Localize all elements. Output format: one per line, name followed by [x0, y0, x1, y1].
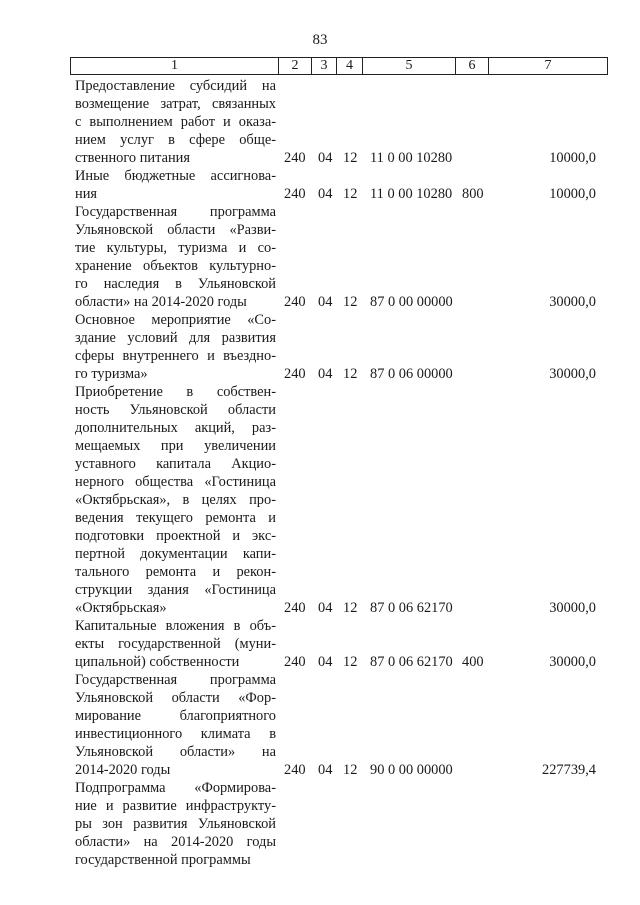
description-line: здание условий для развития	[75, 330, 276, 346]
amount: 30000,0	[549, 366, 596, 382]
section-code: 04	[318, 186, 333, 202]
rzpr-code: 240	[284, 150, 306, 166]
description-line: ведения текущего ремонта и	[75, 510, 276, 526]
description-line: Основное мероприятие «Со-	[75, 312, 276, 328]
description-line: го туризма»	[75, 366, 148, 382]
target-article-code: 90 0 00 00000	[370, 762, 453, 778]
amount: 10000,0	[549, 150, 596, 166]
description-line: тие культуры, туризма и со-	[75, 240, 276, 256]
page-number: 83	[312, 32, 328, 48]
description-line: го наследия в Ульяновской	[75, 276, 276, 292]
table-row	[0, 203, 640, 311]
header-col-7: 7	[544, 58, 552, 73]
expense-type-code: 400	[462, 654, 484, 670]
subsection-code: 12	[343, 600, 358, 616]
table-row	[0, 779, 640, 869]
header-col-6: 6	[468, 58, 476, 73]
rzpr-code: 240	[284, 294, 306, 310]
row-description	[75, 167, 276, 203]
table-row	[0, 383, 640, 617]
description-line: мирование благоприятного	[75, 708, 276, 724]
description-line: Иные бюджетные ассигнова-	[75, 168, 276, 184]
description-line: хранение объектов культурно-	[75, 258, 276, 274]
table-row	[0, 77, 640, 167]
rzpr-code: 240	[284, 186, 306, 202]
target-article-code: 11 0 00 10280	[370, 186, 453, 202]
amount: 30000,0	[549, 600, 596, 616]
target-article-code: 87 0 06 00000	[370, 366, 453, 382]
description-line: сферы внутреннего и въездно-	[75, 348, 276, 364]
description-line: возмещение затрат, связанных	[75, 96, 276, 112]
subsection-code: 12	[343, 294, 358, 310]
row-description	[75, 383, 276, 617]
table-row	[0, 167, 640, 203]
rzpr-code: 240	[284, 654, 306, 670]
row-description	[75, 311, 276, 383]
table-header	[70, 57, 608, 75]
row-description	[75, 617, 276, 671]
expense-type-code: 800	[462, 186, 484, 202]
target-article-code: 87 0 06 62170	[370, 654, 453, 670]
row-description	[75, 779, 276, 869]
subsection-code: 12	[343, 762, 358, 778]
section-code: 04	[318, 150, 333, 166]
description-line: «Октябрьская», в целях про-	[75, 492, 276, 508]
header-col-2: 2	[291, 58, 299, 73]
subsection-code: 12	[343, 186, 358, 202]
description-line: области» на 2014-2020 годы	[75, 834, 276, 850]
description-line: Ульяновской области «Разви-	[75, 222, 276, 238]
description-line: дополнительных акций, раз-	[75, 420, 276, 436]
subsection-code: 12	[343, 366, 358, 382]
description-line: пертной документации капи-	[75, 546, 276, 562]
target-article-code: 87 0 00 00000	[370, 294, 453, 310]
table-row	[0, 311, 640, 383]
target-article-code: 87 0 06 62170	[370, 600, 453, 616]
header-col-4: 4	[346, 58, 353, 73]
rzpr-code: 240	[284, 762, 306, 778]
amount: 227739,4	[542, 762, 596, 778]
rzpr-code: 240	[284, 600, 306, 616]
description-line: струкции здания «Гостиница	[75, 582, 276, 598]
row-description	[75, 77, 276, 167]
target-article-code: 11 0 00 10280	[370, 150, 453, 166]
section-code: 04	[318, 294, 333, 310]
description-line: Государственная программа	[75, 672, 276, 688]
description-line: ципальной) собственности	[75, 654, 240, 670]
description-line: 2014-2020 годы	[75, 762, 171, 778]
section-code: 04	[318, 366, 333, 382]
description-line: екты государственной (муни-	[75, 636, 276, 652]
description-line: нием услуг в сфере обще-	[75, 132, 276, 148]
description-line: уставного капитала Акцио-	[75, 456, 276, 472]
amount: 30000,0	[549, 294, 596, 310]
description-line: мещаемых при увеличении	[75, 438, 276, 454]
header-col-1: 1	[171, 58, 178, 73]
rzpr-code: 240	[284, 366, 306, 382]
description-line: Ульяновской области» на	[75, 744, 276, 760]
subsection-code: 12	[343, 150, 358, 166]
description-line: области» на 2014-2020 годы	[75, 294, 247, 310]
header-col-3: 3	[320, 58, 328, 73]
amount: 30000,0	[549, 654, 596, 670]
description-line: Предоставление субсидий на	[75, 78, 276, 94]
description-line: тального ремонта и рекон-	[75, 564, 276, 580]
description-line: Государственная программа	[75, 204, 276, 220]
subsection-code: 12	[343, 654, 358, 670]
description-line: подготовки проектной и экс-	[75, 528, 276, 544]
row-description	[75, 671, 276, 779]
section-code: 04	[318, 654, 333, 670]
section-code: 04	[318, 600, 333, 616]
header-col-5: 5	[405, 58, 413, 73]
description-line: ственного питания	[75, 150, 190, 166]
table-row	[0, 617, 640, 671]
description-line: ния	[75, 186, 98, 202]
description-line: Подпрограмма «Формирова-	[75, 780, 276, 796]
description-line: государственной программы	[75, 852, 251, 868]
section-code: 04	[318, 762, 333, 778]
description-line: Ульяновской области «Фор-	[75, 690, 276, 706]
table-row	[0, 671, 640, 779]
description-line: Приобретение в собствен-	[75, 384, 276, 400]
description-line: ние и развитие инфраструкту-	[75, 798, 276, 814]
description-line: «Октябрьская»	[75, 600, 167, 616]
description-line: Капитальные вложения в объ-	[75, 618, 276, 634]
description-line: инвестиционного климата в	[75, 726, 276, 742]
description-line: ность Ульяновской области	[75, 402, 276, 418]
amount: 10000,0	[549, 186, 596, 202]
description-line: с выполнением работ и оказа-	[75, 114, 276, 130]
description-line: нерного общества «Гостиница	[75, 474, 276, 490]
row-description	[75, 203, 276, 311]
description-line: ры зон развития Ульяновской	[75, 816, 276, 832]
